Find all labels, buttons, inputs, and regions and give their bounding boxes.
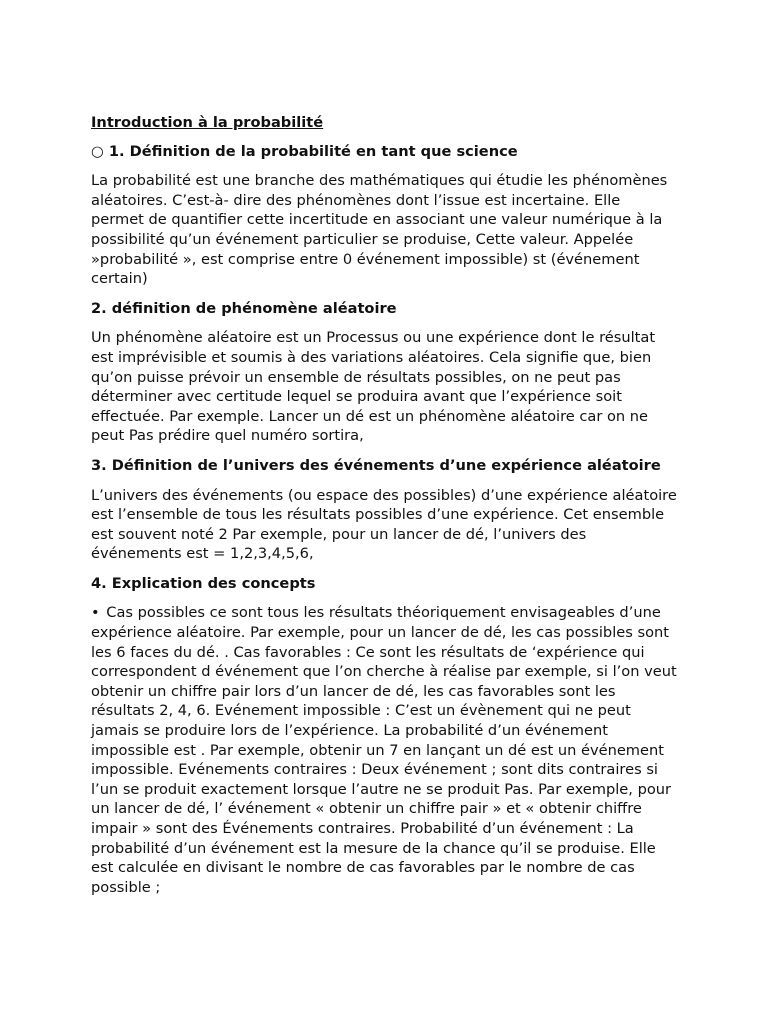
section-paragraph-4 [91,603,677,897]
document-page [91,113,677,907]
section-heading-3: 3. Définition de l’univers des événements d’une expérience aléatoire [91,456,661,474]
section-heading-1: ○ 1. Définition de la probabilité en tant que science [91,142,518,160]
section-paragraph-4-text: Cas possibles ce sont tous les résultats théoriquement envisageables d’une expérience aléatoire. Par exemple, pour un lancer de dé, les cas possibles sont les 6 faces du dé. . Cas favorables : Ce sont les résultats de ‘expérience qui correspondent d événement que l’on cherche à réalise par exemple, si l’on veut obtenir un chiffre pair lors d’un lancer de dé, les cas favorables sont les résultats 2, 4, 6. Evénement impossible : C’est un évènement qui ne peut jamais se produire lors de l’expérience. La probabilité d’un événement impossible est . Par exemple, obtenir un 7 en lançant un dé est un événement impossible. Evénements contraires : Deux événement ; sont dits contraires si l’un se produit exactement lorsque l’autre ne se produit Pas. Par exemple, pour un lancer de dé, l’ événement « obtenir un chiffre pair » et « obtenir chiffre impair » sont des Événements contraires. Probabilité d’un événement : La probabilité d’un événement est la mesure de la chance qu’il se produise. Elle est calculée en divisant le nombre de cas favorables par le nombre de cas possible ; [91,604,677,896]
section-paragraph-1: La probabilité est une branche des mathématiques qui étudie les phénomènes aléatoires. C’est-à- dire des phénomènes dont l’issue est incertaine. Elle permet de quantifier cette incertitude en associant une valeur numérique à la possibilité qu’un événement particulier se produise, Cette valeur. Appelée »probabilité », est comprise entre 0 événement impossible) st (événement certain) [91,172,668,288]
section-paragraph-2: Un phénomène aléatoire est un Processus ou une expérience dont le résultat est imprévisible et soumis à des variations aléatoires. Cela signifie que, bien qu’on puisse prévoir un ensemble de résultats possibles, on ne peut pas déterminer avec certitude lequel se produira avant que l’expérience soit effectuée. Par exemple. Lancer un dé est un phénomène aléatoire car on ne peut Pas prédire quel numéro sortira, [91,329,656,445]
document-title: Introduction à la probabilité [91,114,324,131]
section-paragraph-3: L’univers des événements (ou espace des possibles) d’une expérience aléatoire est l’ensemble de tous les résultats possibles d’une expérience. Cet ensemble est souvent noté 2 Par exemple, pour un lancer de dé, l’univers des événements est = 1,2,3,4,5,6, [91,486,677,563]
section-heading-2: 2. définition de phénomène aléatoire [91,299,397,317]
bullet-icon: • [91,604,100,622]
section-heading-4: 4. Explication des concepts [91,574,316,592]
